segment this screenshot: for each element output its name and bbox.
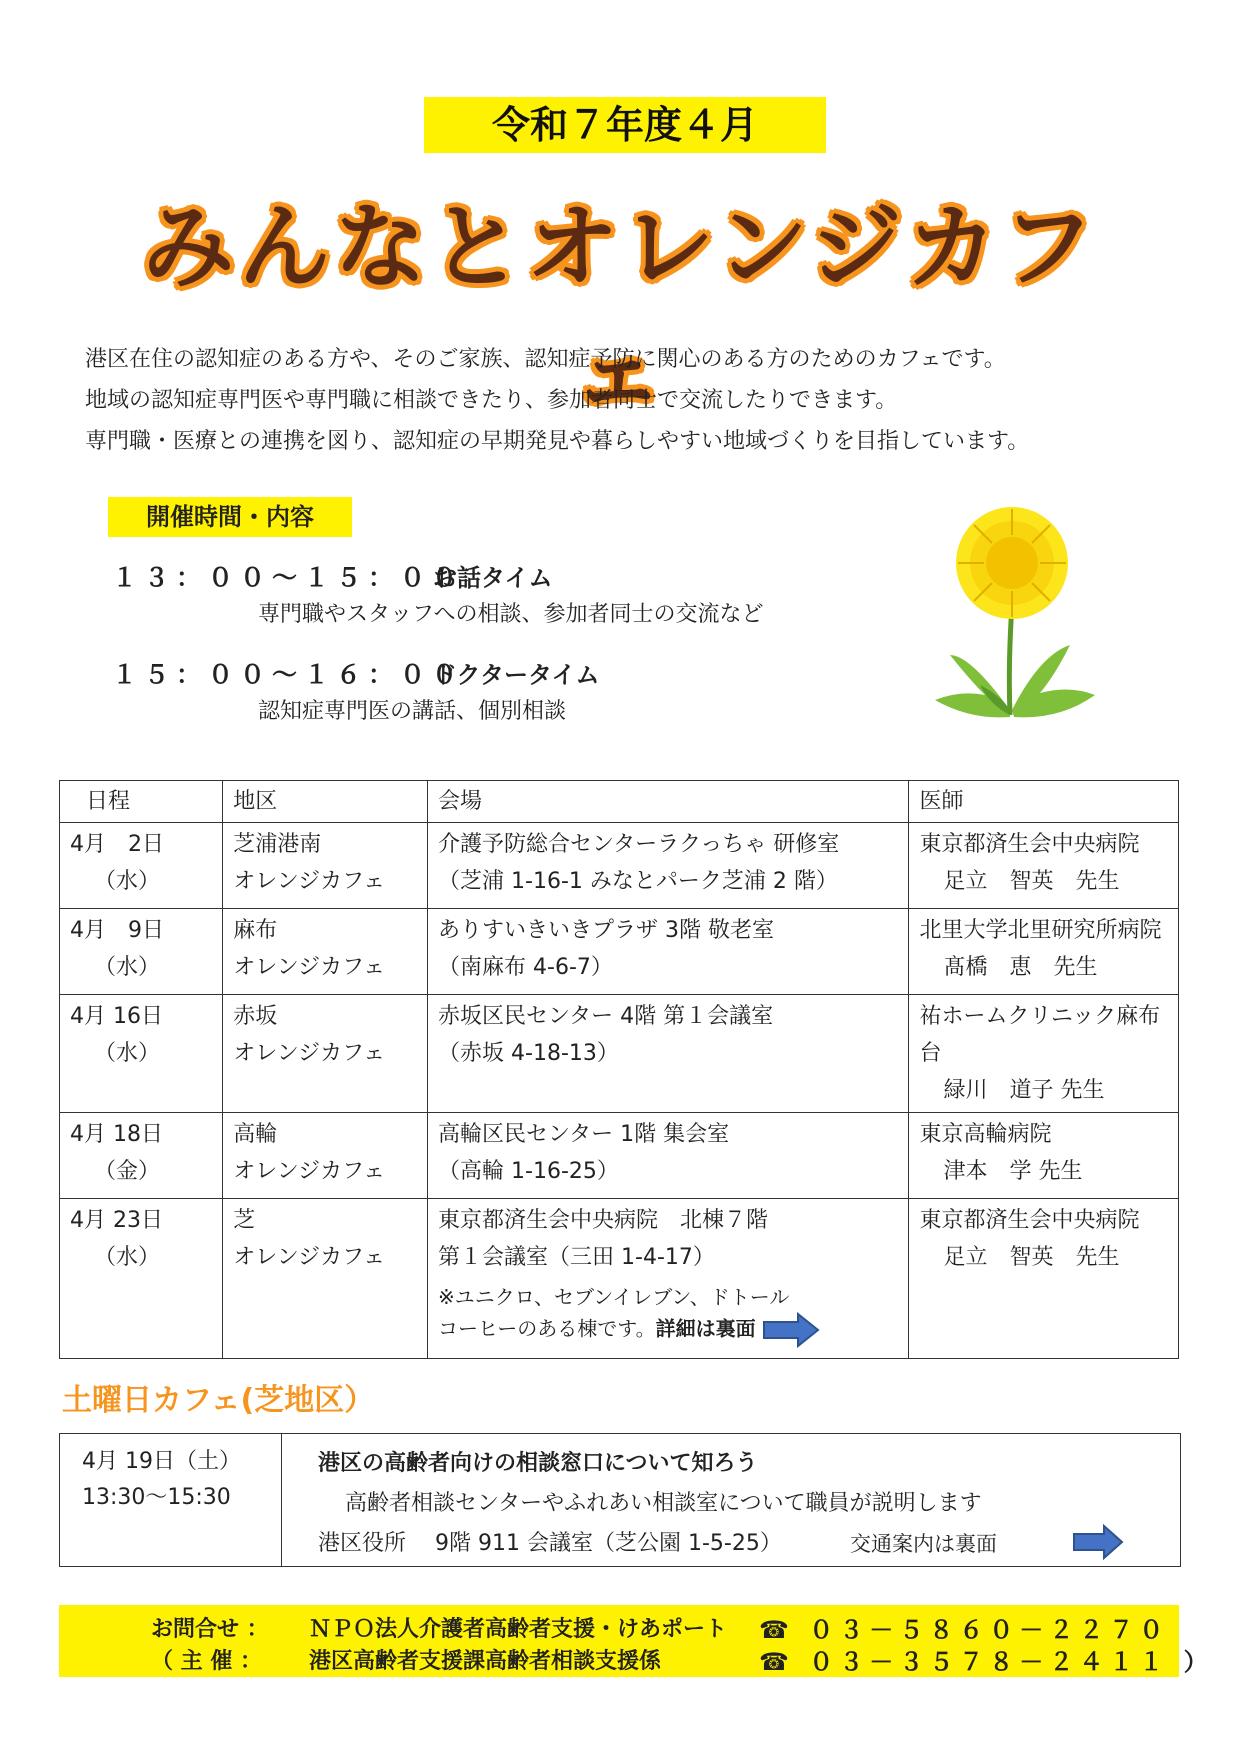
row-date: 4月 23日 — [70, 1208, 163, 1233]
row-day: （水） — [94, 1041, 161, 1066]
row-doctor: 緑川 道子 先生 — [943, 1078, 1105, 1103]
table-row — [60, 1199, 1179, 1359]
row-venue: ありすいきいきプラザ 3階 敬老室 — [438, 918, 775, 943]
saturday-desc: 高齢者相談センターやふれあい相談室について職員が説明します — [345, 1491, 982, 1516]
header-venue: 会場 — [428, 781, 909, 823]
row-address: （高輪 1-16-25） — [438, 1159, 619, 1184]
saturday-cafe-title: 土曜日カフェ(芝地区） — [62, 1383, 375, 1418]
row-day: （水） — [94, 1245, 161, 1270]
saturday-place: 港区役所 9階 911 会議室（芝公園 1-5-25） — [318, 1531, 782, 1556]
slot-2-title: ドクタータイム — [433, 661, 600, 689]
row-hospital: 北里大学北里研究所病院 — [919, 918, 1162, 943]
saturday-date: 4月 19日（土） — [82, 1449, 241, 1474]
row-hospital: 祐ホームクリニック麻布台 — [919, 1004, 1161, 1066]
row-venue: 東京都済生会中央病院 北棟７階 — [438, 1208, 769, 1233]
row-address: 第１会議室（三田 1-4-17） — [438, 1245, 715, 1270]
row-venue: 赤坂区民センター 4階 第１会議室 — [438, 1004, 774, 1029]
row-cafe: オレンジカフェ — [233, 955, 386, 980]
details-on-back-label: 詳細は裏面 — [655, 1316, 756, 1341]
organizer-label: （ 主 催 ： — [151, 1649, 262, 1674]
contact-label: お問合せ ： — [151, 1617, 269, 1642]
table-row — [60, 995, 1179, 1113]
header-area: 地区 — [223, 781, 428, 823]
row-address: （南麻布 4-6-7） — [438, 955, 613, 980]
row-area: 赤坂 — [233, 1004, 278, 1029]
contact-org: ＮＰＯ法人介護者高齢者支援・けあポート — [309, 1617, 728, 1642]
row-date: 4月 18日 — [70, 1122, 163, 1147]
table-row — [60, 1113, 1179, 1199]
contact-bar — [59, 1605, 1214, 1677]
row-address: （赤坂 4-18-13） — [438, 1041, 619, 1066]
saturday-heading: 港区の高齢者向けの相談窓口について知ろう — [318, 1451, 758, 1476]
header-doctor: 医師 — [909, 781, 1179, 823]
saturday-time: 13:30～15:30 — [82, 1485, 231, 1510]
table-row — [60, 909, 1179, 995]
row-day: （水） — [94, 869, 161, 894]
row-cafe: オレンジカフェ — [233, 1159, 386, 1184]
row-hospital: 東京都済生会中央病院 — [919, 1208, 1140, 1233]
organizer-phone: ☎ ０３－３５７８－２４１１ ） — [759, 1648, 1214, 1676]
row-cafe: オレンジカフェ — [233, 869, 386, 894]
row-doctor: 髙橋 恵 先生 — [943, 955, 1098, 980]
row-cafe: オレンジカフェ — [233, 1245, 386, 1270]
slot-2-desc: 認知症専門医の講話、個別相談 — [258, 699, 567, 724]
row-doctor: 足立 智英 先生 — [943, 1245, 1120, 1270]
divider — [281, 1434, 282, 1566]
row-note-2: コーヒーのある棟です。 — [438, 1316, 656, 1341]
contact-phone: ☎ ０３－５８６０－２２７０ — [759, 1616, 1170, 1644]
header-date: 日程 — [60, 781, 223, 823]
row-day: （水） — [94, 955, 161, 980]
intro-line-2: 地域の認知症専門医や専門職に相談できたり、参加者同士で交流したりできます。 — [85, 388, 898, 413]
saturday-cafe-box — [59, 1433, 1181, 1567]
transport-info-label: 交通案内は裏面 — [850, 1532, 997, 1556]
right-arrow-icon — [762, 1312, 820, 1348]
dandelion-illustration — [930, 505, 1100, 735]
row-venue: 介護予防総合センターラクっちゃ 研修室 — [438, 832, 840, 857]
slot-1-title: お話タイム — [433, 564, 553, 592]
row-date: 4月 9日 — [70, 918, 164, 943]
row-hospital: 東京高輪病院 — [919, 1122, 1052, 1147]
row-hospital: 東京都済生会中央病院 — [919, 832, 1140, 857]
schedule-table — [59, 780, 1179, 1359]
header-date-banner: 令和７年度４月 — [424, 97, 826, 153]
row-area: 芝浦港南 — [233, 832, 322, 857]
right-arrow-icon — [1072, 1524, 1124, 1560]
row-area: 芝 — [233, 1208, 256, 1233]
row-area: 高輪 — [233, 1122, 278, 1147]
row-note: ※ユニクロ、セブンイレブン、ドトール — [438, 1285, 790, 1309]
organizer-org: 港区高齢者支援課高齢者相談支援係 — [309, 1649, 662, 1674]
table-header-row — [60, 781, 1179, 823]
row-cafe: オレンジカフェ — [233, 1041, 386, 1066]
slot-1-time: １３：００～１５：００ — [112, 563, 465, 592]
row-venue: 高輪区民センター 1階 集会室 — [438, 1122, 730, 1147]
row-address: （芝浦 1-16-1 みなとパーク芝浦 2 階） — [438, 869, 838, 894]
slot-2-time: １５：００～１６：００ — [112, 660, 465, 689]
row-date: 4月 2日 — [70, 832, 164, 857]
row-date: 4月 16日 — [70, 1004, 163, 1029]
slot-1-desc: 専門職やスタッフへの相談、参加者同士の交流など — [258, 602, 764, 627]
row-area: 麻布 — [233, 918, 278, 943]
row-day: （金） — [94, 1159, 161, 1184]
intro-line-1: 港区在住の認知症のある方や、そのご家族、認知症予防に関心のある方のためのカフェです。 — [85, 347, 1006, 372]
section-label: 開催時間・内容 — [108, 497, 352, 537]
row-doctor: 津本 学 先生 — [943, 1159, 1083, 1184]
intro-line-3: 専門職・医療との連携を図り、認知症の早期発見や暮らしやすい地域づくりを目指しています。 — [85, 429, 1030, 454]
table-row — [60, 823, 1179, 909]
row-doctor: 足立 智英 先生 — [943, 869, 1120, 894]
main-title: みんなとオレンジカフェ — [142, 194, 1098, 426]
